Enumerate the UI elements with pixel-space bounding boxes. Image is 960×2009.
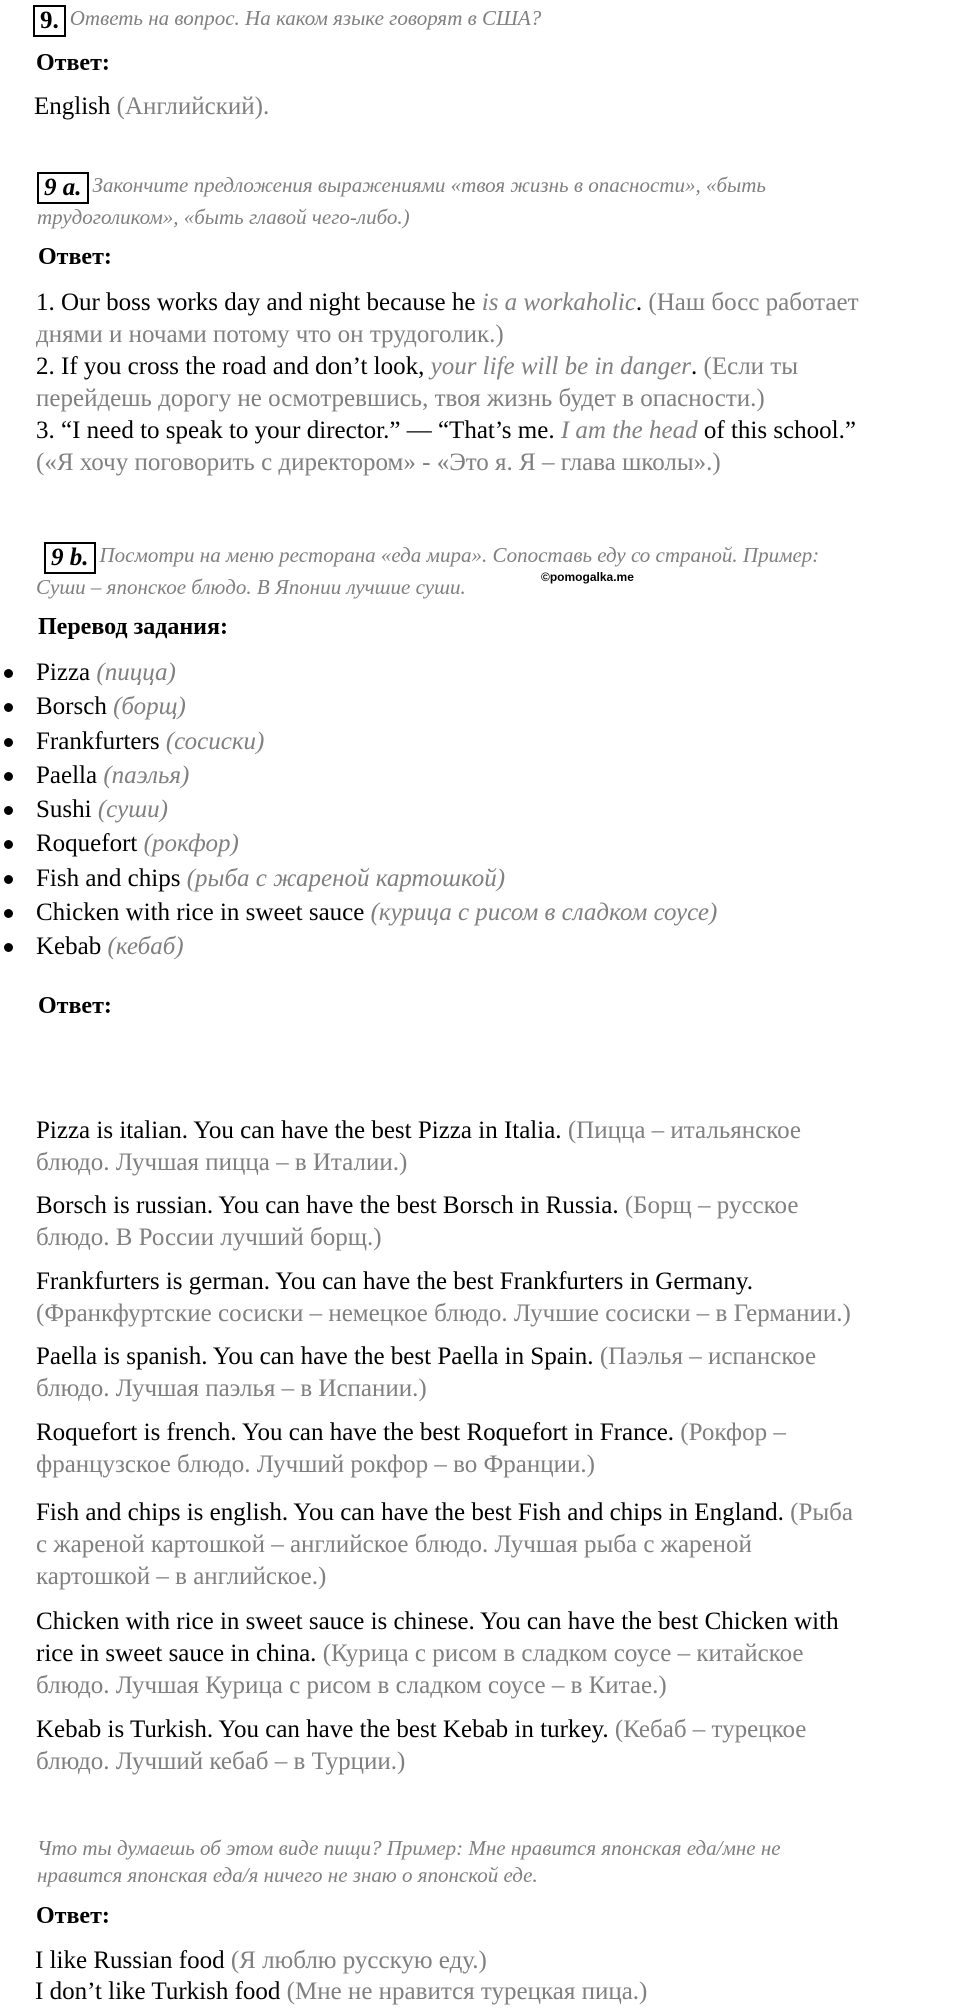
task-9-header xyxy=(33,4,541,37)
item-ru: (рыба с жареной картошкой) xyxy=(186,864,506,892)
answer-roquefort-ru: французское блюдо. Лучший рокфор – во Франции.) xyxy=(36,1451,595,1478)
sentence-fill: I am the head xyxy=(560,417,698,444)
answer-ru: (Пицца – итальянское xyxy=(561,1117,801,1144)
list-item xyxy=(0,690,717,724)
sentence-text: 1. Our boss works day and night because he xyxy=(36,289,482,316)
watermark: ©pomogalka.me xyxy=(541,570,634,584)
sentence-translation: (Если ты xyxy=(697,353,799,380)
answer-label: Ответ: xyxy=(38,993,112,1019)
item-ru: (борщ) xyxy=(113,693,186,721)
bullet-icon xyxy=(4,772,13,781)
list-item xyxy=(0,759,717,793)
answer-translation: (Английский). xyxy=(116,93,270,120)
answer-en: Pizza is italian. You can have the best Pizza in Italia. xyxy=(36,1117,562,1144)
item-en: Sushi xyxy=(36,796,92,824)
item-en: Frankfurters xyxy=(36,727,160,755)
answer-chicken-cont xyxy=(36,1638,804,1670)
sentence-fill: your life will be in danger xyxy=(430,353,691,380)
bullet-icon xyxy=(4,806,13,815)
task-instruction-cont: Суши – японское блюдо. В Японии лучшие суши. xyxy=(36,575,466,599)
translation-label: Перевод задания: xyxy=(38,614,228,640)
answer-fish xyxy=(36,1497,853,1529)
item-ru: (курица с рисом в сладком соусе) xyxy=(370,899,718,927)
answer-fish-ru-cont: картошкой – в английское.) xyxy=(36,1563,327,1590)
task-instruction-cont: нравится японская еда/я ничего не знаю о японской еде. xyxy=(37,1863,538,1887)
answer-en: Frankfurters is german. You can have the best Frankfurters in Germany. xyxy=(36,1268,753,1295)
answer-frankfurters-ru: (Франкфуртские сосиски – немецкое блюдо. Лучшие сосиски – в Германии.) xyxy=(36,1300,851,1327)
answer-ru: (Паэлья – испанское xyxy=(593,1343,817,1370)
list-item xyxy=(0,827,717,861)
task-9b-header xyxy=(44,541,819,574)
sentence-translation: (Наш босс работает xyxy=(642,289,859,316)
sentence-end: . xyxy=(635,289,643,316)
task-instruction-cont: трудоголиком», «быть главой чего-либо.) xyxy=(37,205,410,229)
task-number: 9. xyxy=(33,5,66,37)
item-en: Paella xyxy=(36,761,98,789)
task-number: 9 b. xyxy=(44,542,96,574)
sentence-3 xyxy=(36,415,856,447)
task-instruction: Закончите предложения выражениями «твоя жизнь в опасности», «быть xyxy=(92,173,766,197)
answer-ru: (Рокфор – xyxy=(674,1419,786,1446)
sentence-1-translation: днями и ночами потому что он трудоголик.) xyxy=(36,321,504,348)
answer-pizza xyxy=(36,1115,801,1147)
task-9-answer xyxy=(34,91,269,123)
answer-en: Borsch is russian. You can have the best Borsch in Russia. xyxy=(36,1192,619,1219)
sentence-1 xyxy=(36,287,859,319)
answer-roquefort xyxy=(36,1417,786,1449)
task-9a-header xyxy=(37,171,766,204)
answer-kebab-ru: блюдо. Лучший кебаб – в Турции.) xyxy=(36,1748,406,1775)
item-ru: (сосиски) xyxy=(165,727,265,755)
answer-paella xyxy=(36,1341,816,1373)
sentence-2-translation: перейдешь дорогу не осмотревшись, твоя жизнь будет в опасности.) xyxy=(36,385,765,412)
answer-english: English xyxy=(34,93,111,120)
answer-paella-ru: блюдо. Лучшая паэлья – в Испании.) xyxy=(36,1375,427,1402)
answer-ru: (Кебаб – турецкое xyxy=(608,1716,807,1743)
answer-ru: (Я люблю русскую еду.) xyxy=(224,1947,487,1974)
item-en: Pizza xyxy=(36,659,91,686)
list-item xyxy=(0,725,717,759)
item-en: Roquefort xyxy=(36,830,138,858)
bullet-icon xyxy=(4,669,13,678)
answer-borsch xyxy=(36,1190,798,1222)
bullet-icon xyxy=(4,909,13,918)
list-item xyxy=(0,793,717,827)
sentence-3-translation: («Я хочу поговорить с директором» - «Это я. Я – глава школы».) xyxy=(36,449,721,476)
answer-label: Ответ: xyxy=(36,50,110,76)
item-ru: (пицца) xyxy=(96,659,176,686)
bullet-icon xyxy=(4,875,13,884)
bullet-icon xyxy=(4,703,13,712)
bullet-icon xyxy=(4,943,13,952)
answer-ru: (Рыба xyxy=(783,1499,853,1526)
answer-ru: (Курица с рисом в сладком соусе – китайское xyxy=(316,1640,804,1667)
answer-like xyxy=(35,1945,487,1977)
item-en: Fish and chips xyxy=(36,864,181,892)
answer-chicken-ru: блюдо. Лучшая Курица с рисом в сладком соусе – в Китае.) xyxy=(36,1672,667,1699)
answer-pizza-ru: блюдо. Лучшая пицца – в Италии.) xyxy=(36,1149,408,1176)
item-en: Borsch xyxy=(36,693,107,721)
answer-ru: (Борщ – русское xyxy=(618,1192,799,1219)
task-instruction: Ответь на вопрос. На каком языке говорят в США? xyxy=(69,6,542,30)
task-number: 9 a. xyxy=(37,172,89,204)
list-item xyxy=(0,656,717,690)
food-list xyxy=(0,656,717,965)
answer-en: Roquefort is french. You can have the best Roquefort in France. xyxy=(36,1419,675,1446)
item-en: Chicken with rice in sweet sauce xyxy=(36,899,365,927)
list-item xyxy=(0,862,717,896)
item-ru: (рокфор) xyxy=(143,830,239,858)
item-ru: (кебаб) xyxy=(107,933,184,961)
answer-en: Fish and chips is english. You can have the best Fish and chips in England. xyxy=(36,1499,784,1526)
bullet-icon xyxy=(4,738,13,747)
list-item xyxy=(0,896,717,930)
answer-chicken: Chicken with rice in sweet sauce is chinese. You can have the best Chicken with xyxy=(36,1608,839,1635)
task-instruction: Посмотри на меню ресторана «еда мира». Сопоставь еду со страной. Пример: xyxy=(99,543,820,567)
answer-label: Ответ: xyxy=(38,244,112,270)
answer-dislike xyxy=(35,1976,647,2008)
answer-borsch-ru: блюдо. В России лучший борщ.) xyxy=(36,1224,382,1251)
task-instruction: Что ты думаешь об этом виде пищи? Пример: Мне нравится японская еда/мне не xyxy=(37,1836,781,1860)
answer-label: Ответ: xyxy=(36,1903,110,1929)
sentence-fill: is a workaholic xyxy=(481,289,636,316)
answer-kebab xyxy=(36,1714,806,1746)
answer-en: Paella is spanish. You can have the best Paella in Spain. xyxy=(36,1343,594,1370)
sentence-text: 2. If you cross the road and don’t look, xyxy=(36,353,431,380)
sentence-end: of this school.” xyxy=(697,417,856,444)
answer-en: I like Russian food xyxy=(35,1947,225,1974)
list-item xyxy=(0,930,717,964)
answer-en: I don’t like Turkish food xyxy=(35,1978,281,2005)
answer-en: rice in sweet sauce in china. xyxy=(36,1640,317,1667)
item-ru: (паэлья) xyxy=(103,761,190,789)
bullet-icon xyxy=(4,840,13,849)
item-en: Kebab xyxy=(36,933,102,961)
sentence-text: 3. “I need to speak to your director.” — “That’s me. xyxy=(36,417,561,444)
item-ru: (суши) xyxy=(97,796,168,824)
answer-frankfurters xyxy=(36,1266,753,1298)
answer-ru: (Мне не нравится турецкая пица.) xyxy=(280,1978,648,2005)
sentence-end: . xyxy=(691,353,698,380)
answer-en: Kebab is Turkish. You can have the best Kebab in turkey. xyxy=(36,1716,609,1743)
answer-fish-ru: с жареной картошкой – английское блюдо. Лучшая рыба с жареной xyxy=(36,1531,752,1558)
sentence-2 xyxy=(36,351,798,383)
